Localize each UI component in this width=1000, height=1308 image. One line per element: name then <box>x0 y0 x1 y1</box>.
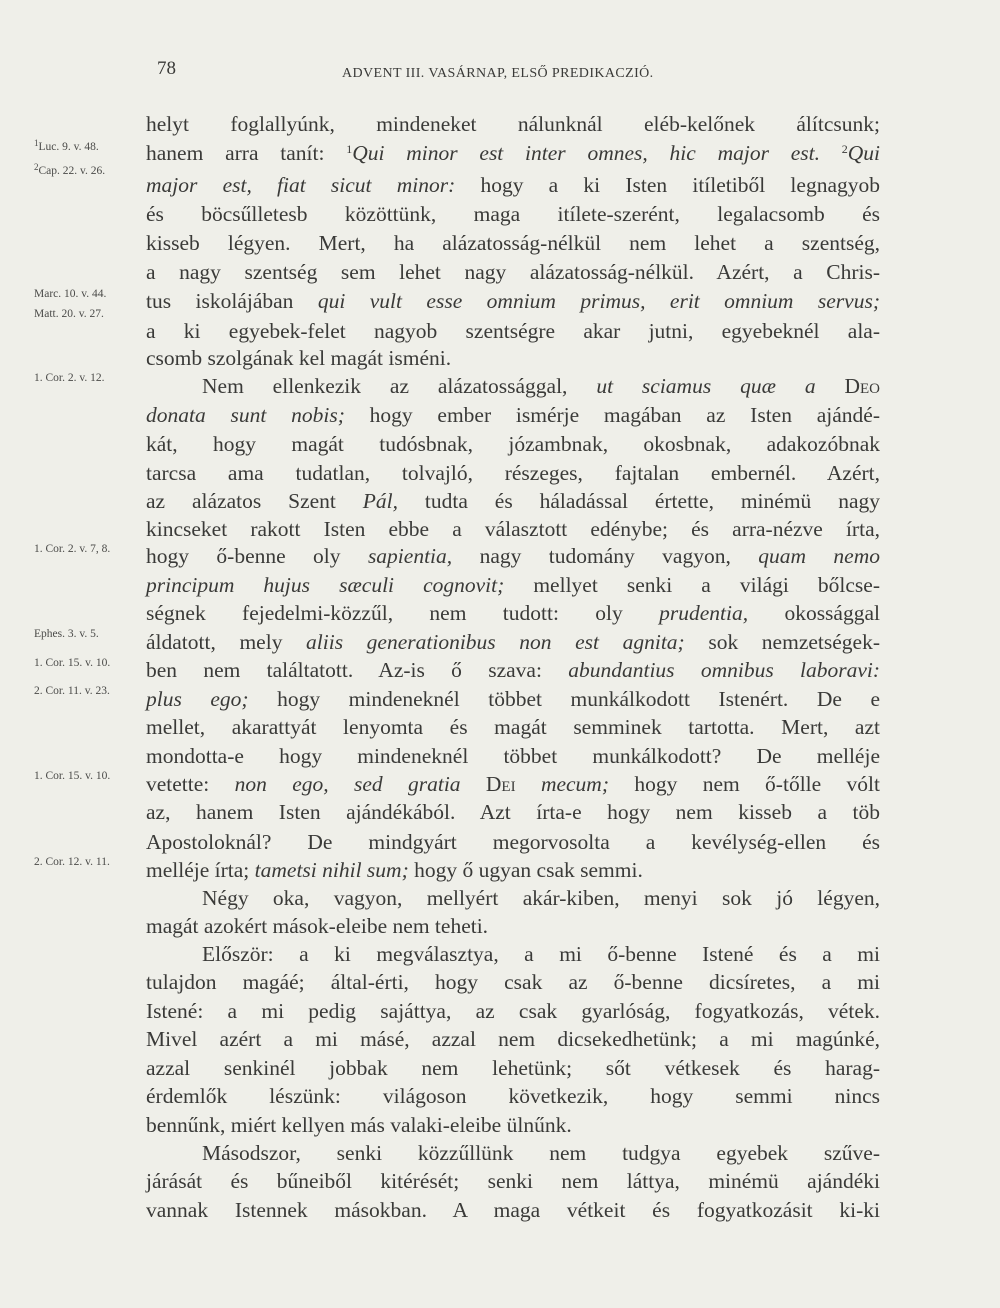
text-run: Apostoloknál? De mindgyárt megorvosolta a kevélység-ellen és <box>146 830 880 854</box>
margin-reference-text: 1. Cor. 2. v. 12. <box>34 372 105 384</box>
text-run: sok nemzetségek- <box>684 630 880 654</box>
text-line <box>146 199 880 229</box>
text-line <box>146 712 880 742</box>
margin-reference <box>34 371 152 385</box>
text-run: Négy oka, vagyon, mellyért akár-kiben, menyi sok jó légyen, <box>202 886 880 910</box>
text-run: Először: a ki megválasztya, a mi ő-benne Istené és a mi <box>202 942 880 966</box>
text-run: aliis generationibus non est agnita; <box>306 630 685 654</box>
text-run: hogy mindeneknél többet munkálkodott Istenért. De e <box>248 687 880 711</box>
text-line <box>146 1081 880 1111</box>
margin-footnote-marker: 1 <box>34 138 39 148</box>
text-line <box>146 400 880 430</box>
text-line <box>146 228 880 258</box>
text-run: tametsi nihil sum; <box>254 858 409 882</box>
running-header: ADVENT III. VASÁRNAP, ELSŐ PREDIKACZIÓ. <box>342 66 654 81</box>
margin-reference <box>34 627 152 641</box>
text-line <box>146 316 880 346</box>
margin-reference <box>34 769 152 783</box>
text-run: sapientia, <box>367 544 453 568</box>
text-line <box>146 1138 880 1168</box>
text-run: a ki egyebek-felet nagyob szentségre akar jutni, egyebeknél ala- <box>146 319 880 343</box>
footnote-marker: 1 <box>346 142 353 156</box>
text-run: prudentia, <box>659 601 749 625</box>
text-run: érdemlők lészünk: világoson következik, hogy semmi nincs <box>146 1084 880 1108</box>
text-run: mondotta-e hogy mindeneknél többet munkálkodott? De melléje <box>146 744 880 768</box>
margin-reference-text: Marc. 10. v. 44. <box>34 288 107 300</box>
text-run: azzal senkinél jobbak nem lehetünk; sőt vétkesek és harag- <box>146 1056 880 1080</box>
text-run: mellet, akarattyát lenyomta és magát semminek tartotta. Mert, azt <box>146 715 880 739</box>
margin-reference-text: Cap. 22. v. 26. <box>38 165 106 177</box>
text-run: principum hujus sæculi cognovit; <box>146 573 505 597</box>
text-run: Istené: a mi pedig sajáttya, az csak gyarlóság, fogyatkozás, vétek. <box>146 999 880 1023</box>
margin-reference-text: 1. Cor. 15. v. 10. <box>34 770 111 782</box>
text-run: hogy a ki Isten itíletiből legnagyob <box>455 173 880 197</box>
margin-reference <box>34 140 152 154</box>
text-run: Qui minor est inter omnes, hic major est. <box>352 141 820 165</box>
text-run: Pál, <box>362 489 399 513</box>
text-run: tarcsa ama tudatlan, tolvajló, részeges, fajtalan embernél. Azért, <box>146 461 880 485</box>
text-line <box>146 486 880 516</box>
margin-reference <box>34 542 152 556</box>
text-line <box>146 1195 880 1225</box>
margin-reference-text: Matt. 20. v. 27. <box>34 308 104 320</box>
text-line <box>146 1166 880 1196</box>
text-run: mecum; <box>515 772 609 796</box>
text-run: tudta és háladással értette, minémü nagy <box>398 489 880 513</box>
text-run: ut sciamus quæ a <box>596 374 845 398</box>
text-run: Dei <box>485 772 516 796</box>
text-line <box>146 1053 880 1083</box>
margin-reference-text: 2. Cor. 11. v. 23. <box>34 685 110 697</box>
text-run: donata sunt nobis; <box>146 403 345 427</box>
text-line <box>146 911 880 941</box>
text-run: magát azokért mások-eleibe nem teheti. <box>146 914 489 938</box>
text-run: kincseket rakott Isten ebbe a választott edénybe; és arra-nézve írta, <box>146 517 880 541</box>
text-run: tus iskolájában <box>146 289 318 313</box>
text-run: hogy ő ugyan csak semmi. <box>408 858 643 882</box>
text-run: non ego, sed gratia <box>234 772 486 796</box>
text-run: okossággal <box>748 601 880 625</box>
margin-reference-text: Ephes. 3. v. 5. <box>34 628 99 640</box>
margin-reference-text: 1. Cor. 15. v. 10. <box>34 657 111 669</box>
text-run: vannak Istennek másokban. A maga vétkeit és fogyatkozásit ki-ki <box>146 1198 880 1222</box>
text-line <box>146 257 880 287</box>
text-run: hogy ő-benne oly <box>146 544 368 568</box>
margin-footnote-marker: 2 <box>34 162 39 172</box>
margin-reference <box>34 855 152 869</box>
text-run: Deo <box>844 374 880 398</box>
text-line <box>146 541 880 571</box>
text-run: ségnek fejedelmi-közzűl, nem tudott: oly <box>146 601 660 625</box>
text-run: vetette: <box>146 772 235 796</box>
text-line <box>146 827 880 857</box>
text-line <box>146 458 880 488</box>
text-run: qui vult esse omnium primus, erit omnium servus; <box>317 289 880 313</box>
text-line <box>146 684 880 714</box>
text-run: hanem arra tanít: <box>146 141 347 165</box>
text-run: Mivel azért a mi másé, azzal nem dicsekedhetünk; a mi magúnké, <box>146 1027 880 1051</box>
text-run: csomb szolgának kel magát isméni. <box>146 346 452 370</box>
text-run: Másodszor, senki közzűllünk nem tudgya egyebek szűve- <box>202 1141 880 1165</box>
text-run: a nagy szentség sem lehet nagy alázatosság-nélkül. Azért, a Chris- <box>146 260 880 284</box>
text-line <box>146 741 880 771</box>
text-run <box>820 141 842 165</box>
text-line <box>146 996 880 1026</box>
text-line <box>146 286 880 316</box>
text-line <box>146 371 880 401</box>
text-line <box>146 598 880 628</box>
text-run: nagy tudomány vagyon, <box>452 544 759 568</box>
text-run: az, hanem Isten ajándékából. Azt írta-e hogy nem kisseb a töb <box>146 800 880 824</box>
text-line <box>146 570 880 600</box>
text-run: Qui <box>847 141 881 165</box>
text-run: melléje írta; <box>146 858 255 882</box>
text-line <box>146 109 880 139</box>
text-line <box>146 939 880 969</box>
text-line <box>146 769 880 799</box>
text-run: hogy ember ismérje magában az Isten ajándé- <box>344 403 880 427</box>
margin-reference-text: 1. Cor. 2. v. 7, 8. <box>34 543 111 555</box>
text-run: quam nemo <box>758 544 880 568</box>
text-line <box>146 429 880 459</box>
text-line <box>146 1024 880 1054</box>
text-run: járását és bűneiből kitérését; senki nem láttya, minémü ajándéki <box>146 1169 880 1193</box>
text-line <box>146 883 880 913</box>
text-run: áldatott, mely <box>146 630 307 654</box>
text-run: ben nem találtatott. Az-is ő szava: <box>146 658 569 682</box>
margin-reference <box>34 684 152 698</box>
text-run: plus ego; <box>146 687 249 711</box>
text-line <box>146 855 880 885</box>
text-run: abundantius omnibus laboravi: <box>568 658 880 682</box>
text-run: tulajdon magáé; által-érti, hogy csak az ő-benne dicsíretes, a mi <box>146 970 880 994</box>
text-run: helyt foglallyúnk, mindeneket nálunknál eléb-kelőnek álítcsunk; <box>146 112 880 136</box>
text-run: kisseb légyen. Mert, ha alázatosság-nélkül nem lehet a szentség, <box>146 231 880 255</box>
text-run: és böcsűlletesb közöttünk, maga itílete-szerént, legalacsomb és <box>146 202 880 226</box>
text-line <box>146 797 880 827</box>
text-run: kát, hogy magát tudósbnak, józambnak, okosbnak, adakozóbnak <box>146 432 880 456</box>
text-run: hogy nem ő-tőlle vólt <box>609 772 880 796</box>
margin-reference <box>34 164 152 178</box>
text-run: az alázatos Szent <box>146 489 363 513</box>
text-line <box>146 514 880 544</box>
text-line <box>146 1110 880 1140</box>
text-line <box>146 170 880 200</box>
margin-reference <box>34 656 152 670</box>
text-run: bennűnk, miért kellyen más valaki-eleibe ülnűnk. <box>146 1113 572 1137</box>
text-line <box>146 343 880 373</box>
margin-reference <box>34 307 152 321</box>
page-number: 78 <box>157 58 176 79</box>
text-run: mellyet senki a világi bőlcse- <box>504 573 880 597</box>
text-line <box>146 138 880 168</box>
footnote-marker: 2 <box>841 142 848 156</box>
margin-reference-text: 2. Cor. 12. v. 11. <box>34 856 110 868</box>
text-line <box>146 967 880 997</box>
text-line <box>146 627 880 657</box>
text-line <box>146 655 880 685</box>
margin-reference <box>34 287 152 301</box>
margin-reference-text: Luc. 9. v. 48. <box>38 141 99 153</box>
text-run: Nem ellenkezik az alázatossággal, <box>202 374 597 398</box>
text-run: major est, fiat sicut minor: <box>146 173 456 197</box>
